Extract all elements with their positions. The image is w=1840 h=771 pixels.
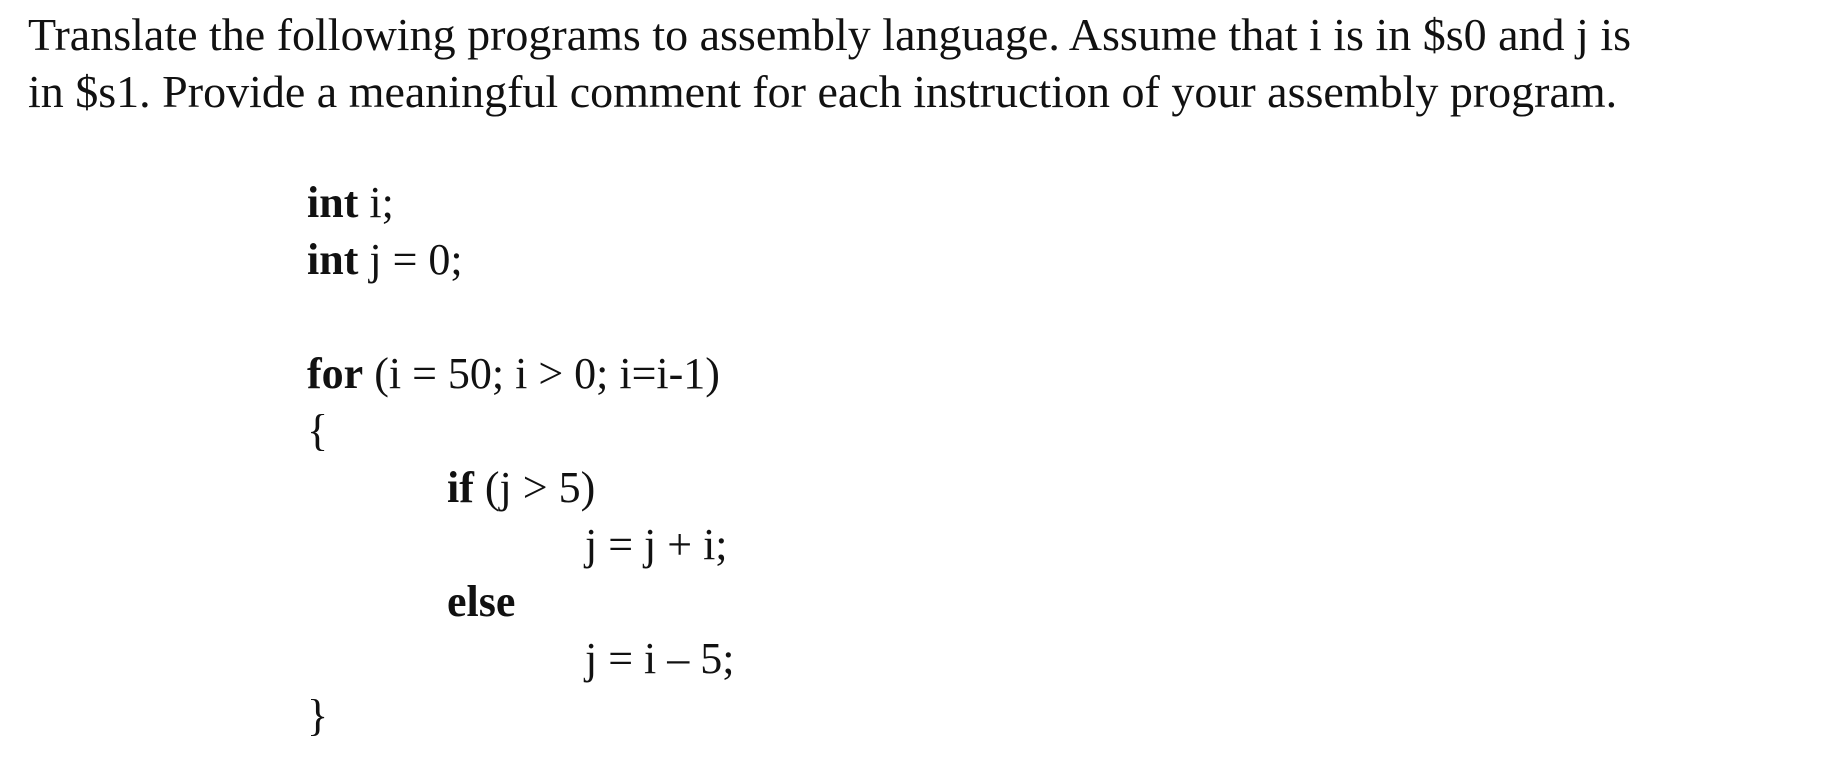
code-line-close-brace: } [307, 691, 329, 740]
code-line-open-brace: { [307, 406, 329, 455]
keyword-else: else [447, 577, 516, 626]
code-line-decl-j [307, 231, 735, 288]
keyword-if: if [447, 463, 474, 512]
code-block [307, 174, 735, 744]
code-line-else-stmt: j = i – 5; [585, 634, 735, 683]
prompt-line-2: in $s1. Provide a meaningful comment for each instruction of your assembly program. [28, 66, 1618, 117]
keyword-int: int [307, 178, 359, 227]
code-text: i; [358, 178, 394, 227]
code-text: (j > 5) [473, 463, 596, 512]
code-line-decl-i [307, 174, 735, 231]
code-line-if [307, 459, 735, 516]
code-blank-line [307, 288, 735, 345]
prompt-line-1: Translate the following programs to assembly language. Assume that i is in $s0 and j is [28, 9, 1632, 60]
code-line-else [307, 573, 735, 630]
keyword-int: int [307, 235, 359, 284]
code-text: j = 0; [358, 235, 463, 284]
code-line-then: j = j + i; [585, 520, 728, 569]
code-text: (i = 50; i > 0; i=i-1) [363, 349, 720, 398]
problem-prompt [28, 6, 1818, 120]
keyword-for: for [307, 349, 364, 398]
code-line-for [307, 345, 735, 402]
